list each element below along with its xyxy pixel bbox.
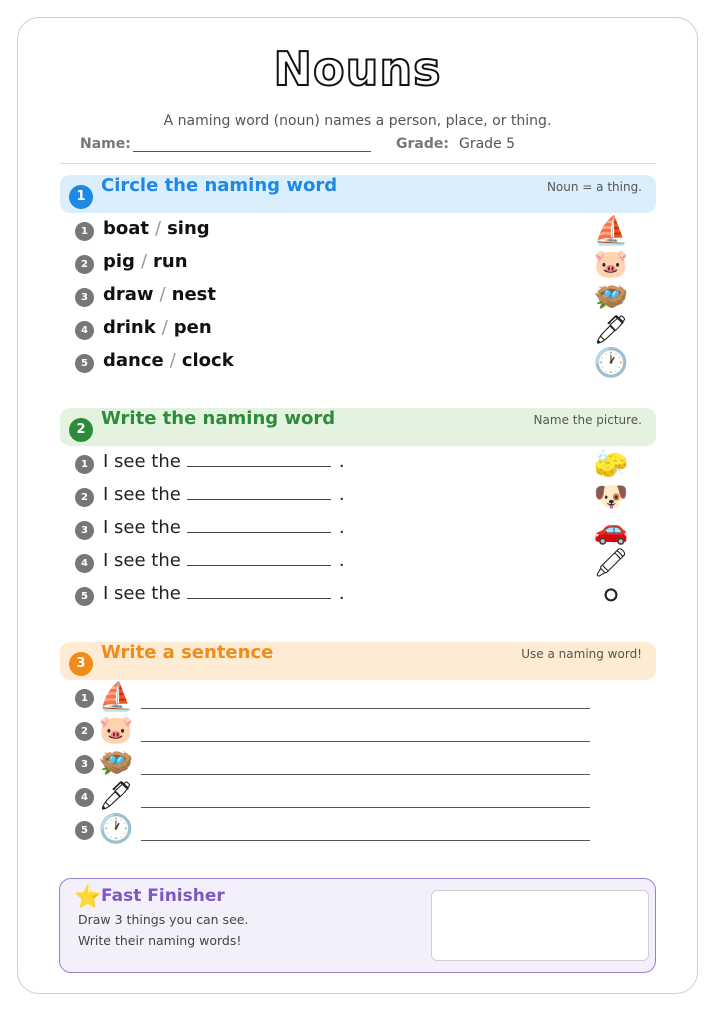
slash-separator: / — [155, 218, 162, 239]
word-option-b[interactable]: pen — [173, 317, 212, 338]
grade-value: Grade 5 — [459, 136, 516, 152]
sentence-period: . — [338, 451, 345, 472]
prompt-text: I see the — [103, 550, 181, 571]
item-number-badge: 1 — [75, 222, 94, 241]
section-2-item — [75, 447, 635, 480]
word-option-a[interactable]: draw — [103, 284, 154, 305]
word-option-a[interactable]: boat — [103, 218, 150, 239]
nest-with-eggs-icon: 🪺 — [593, 280, 629, 313]
item-number-badge: 3 — [75, 521, 94, 540]
sentence-prompt — [103, 451, 345, 472]
answer-blank[interactable] — [187, 583, 331, 599]
item-number-badge: 5 — [75, 587, 94, 606]
section-3-item — [75, 746, 635, 780]
pig-face-icon: 🐷 — [593, 247, 629, 280]
sentence-writing-line[interactable] — [141, 807, 590, 808]
section-3-item — [75, 812, 635, 846]
sailboat-icon: ⛵ — [593, 214, 629, 247]
item-number-badge: 1 — [75, 689, 94, 708]
section-number-badge: 1 — [69, 185, 93, 209]
slash-separator: / — [169, 350, 176, 371]
sentence-period: . — [338, 517, 345, 538]
page-title: Nouns — [273, 42, 442, 96]
answer-blank[interactable] — [187, 451, 331, 467]
section-number-badge: 3 — [69, 652, 93, 676]
fast-finisher-title: Fast Finisher — [101, 886, 225, 906]
fast-finisher-instruction-2: Write their naming words! — [78, 933, 242, 948]
item-number-badge: 4 — [75, 321, 94, 340]
sentence-period: . — [338, 550, 345, 571]
answer-blank[interactable] — [187, 517, 331, 533]
section-title: Circle the naming word — [101, 175, 338, 196]
word-option-a[interactable]: drink — [103, 317, 156, 338]
sentence-prompt — [103, 484, 345, 505]
fast-finisher-box — [59, 878, 656, 973]
section-1-item — [75, 247, 635, 280]
section-2-item — [75, 546, 635, 579]
section-2-header — [60, 408, 656, 446]
section-2-item — [75, 480, 635, 513]
section-1-header — [60, 175, 656, 213]
item-number-badge: 4 — [75, 788, 94, 807]
word-option-b[interactable]: clock — [181, 350, 234, 371]
item-number-badge: 3 — [75, 288, 94, 307]
slash-separator: / — [159, 284, 166, 305]
dog-face-icon: 🐶 — [593, 480, 629, 513]
pen-icon: 🖊 — [98, 779, 134, 812]
car-icon: 🚗 — [593, 513, 629, 546]
crayon-icon: 🖍 — [593, 546, 629, 579]
section-2-item — [75, 579, 635, 612]
star-icon: ⭐ — [74, 885, 102, 910]
pen-icon: 🖊 — [593, 313, 629, 346]
section-3-item — [75, 713, 635, 747]
sentence-period: . — [338, 583, 345, 604]
section-1-item — [75, 280, 635, 313]
prompt-text: I see the — [103, 484, 181, 505]
sentence-period: . — [338, 484, 345, 505]
answer-blank[interactable] — [187, 484, 331, 500]
slash-separator: / — [140, 251, 148, 272]
section-1-item — [75, 214, 635, 247]
word-option-a[interactable]: dance — [103, 350, 164, 371]
prompt-text: I see the — [103, 451, 181, 472]
section-hint: Use a naming word! — [521, 647, 642, 661]
page-subtitle: A naming word (noun) names a person, place, or thing. — [163, 113, 552, 129]
name-label: Name: — [80, 136, 131, 152]
section-3-item — [75, 680, 635, 714]
section-hint: Noun = a thing. — [546, 180, 642, 194]
section-1-item — [75, 313, 635, 346]
word-choice-pair — [103, 350, 234, 371]
ball-icon: ⚪ — [599, 579, 623, 612]
word-option-b[interactable]: run — [153, 251, 188, 272]
section-hint: Name the picture. — [533, 413, 642, 427]
word-choice-pair — [103, 317, 212, 338]
item-number-badge: 2 — [75, 722, 94, 741]
item-number-badge: 2 — [75, 488, 94, 507]
sailboat-icon: ⛵ — [98, 680, 134, 713]
word-option-a[interactable]: pig — [103, 251, 135, 272]
slash-separator: / — [161, 317, 168, 338]
sentence-writing-line[interactable] — [141, 708, 590, 709]
section-3-header — [60, 642, 656, 680]
item-number-badge: 1 — [75, 455, 94, 474]
item-number-badge: 2 — [75, 255, 94, 274]
prompt-text: I see the — [103, 517, 181, 538]
word-choice-pair — [103, 218, 210, 239]
word-choice-pair — [103, 251, 188, 272]
section-title: Write the naming word — [101, 408, 336, 429]
header-divider — [60, 163, 656, 164]
section-1-item — [75, 346, 635, 379]
pig-face-icon: 🐷 — [98, 713, 134, 746]
section-number-badge: 2 — [69, 418, 93, 442]
grade-label: Grade: — [396, 136, 449, 152]
answer-blank[interactable] — [187, 550, 331, 566]
drawing-box[interactable] — [431, 890, 649, 961]
sentence-prompt — [103, 517, 345, 538]
item-number-badge: 5 — [75, 821, 94, 840]
fast-finisher-instruction-1: Draw 3 things you can see. — [78, 912, 249, 927]
section-2-item — [75, 513, 635, 546]
sentence-prompt — [103, 550, 345, 571]
prompt-text: I see the — [103, 583, 181, 604]
sentence-writing-line[interactable] — [141, 840, 590, 841]
word-option-b[interactable]: nest — [171, 284, 216, 305]
nest-with-eggs-icon: 🪺 — [98, 746, 134, 779]
name-row — [80, 136, 371, 152]
clock-icon: 🕐 — [593, 346, 629, 379]
item-number-badge: 3 — [75, 755, 94, 774]
sentence-prompt — [103, 583, 345, 604]
sentence-writing-line[interactable] — [141, 774, 590, 775]
sentence-writing-line[interactable] — [141, 741, 590, 742]
word-choice-pair — [103, 284, 216, 305]
section-3-item — [75, 779, 635, 813]
clock-icon: 🕐 — [98, 812, 134, 845]
word-option-b[interactable]: sing — [167, 218, 210, 239]
item-number-badge: 4 — [75, 554, 94, 573]
sponge-icon: 🧽 — [593, 447, 629, 480]
section-title: Write a sentence — [101, 642, 274, 663]
name-field[interactable] — [133, 136, 371, 152]
item-number-badge: 5 — [75, 354, 94, 373]
